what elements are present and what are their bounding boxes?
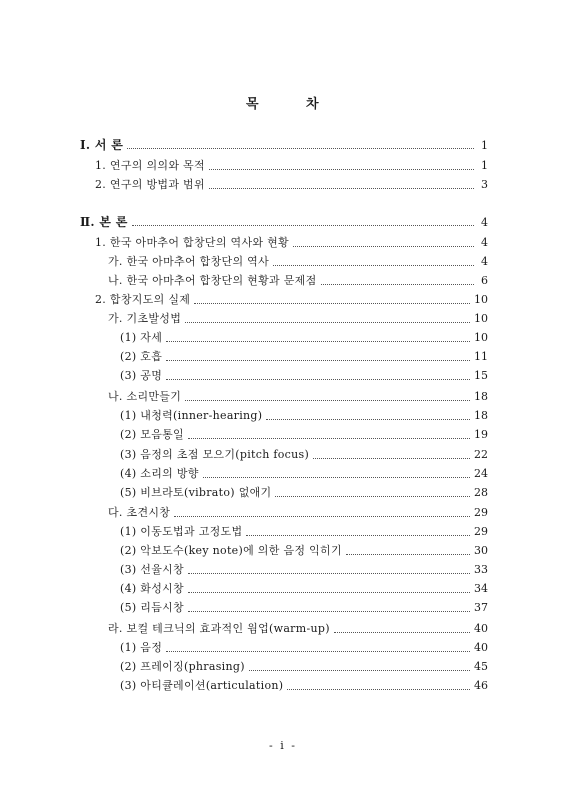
toc-label: (2) 호흡 xyxy=(120,350,163,363)
dot-leader xyxy=(346,554,470,555)
toc-page-number: 18 xyxy=(474,390,488,403)
toc-page-number: 4 xyxy=(481,236,488,249)
toc-page-number: 11 xyxy=(474,350,488,363)
toc-label: (1) 내청력(inner-hearing) xyxy=(120,409,263,422)
toc-entry[interactable] xyxy=(120,658,488,676)
toc-label: (1) 이동도법과 고정도법 xyxy=(120,525,243,538)
toc-page-number: 10 xyxy=(474,293,488,306)
dot-leader xyxy=(127,148,474,149)
toc-page-number: 18 xyxy=(474,409,488,422)
toc-page-number: 34 xyxy=(474,582,488,595)
toc-page-number: 6 xyxy=(481,274,488,287)
dot-leader xyxy=(209,169,474,170)
toc-entry[interactable] xyxy=(120,407,488,425)
dot-leader xyxy=(188,611,470,612)
dot-leader xyxy=(132,225,474,226)
toc-entry[interactable] xyxy=(108,272,488,290)
dot-leader xyxy=(174,516,470,517)
toc-page-number: 1 xyxy=(481,159,488,172)
toc-label: 가. 한국 아마추어 합창단의 역사 xyxy=(108,255,270,268)
toc-label: (5) 리듬시창 xyxy=(120,601,184,614)
toc-page-number: 29 xyxy=(474,525,488,538)
toc-label: 2. 연구의 방법과 범위 xyxy=(95,178,205,191)
toc-page-number: 4 xyxy=(481,216,488,229)
toc-entry[interactable] xyxy=(120,639,488,657)
toc-label: (3) 아티큘레이션(articulation) xyxy=(120,679,284,692)
toc-label: 다. 초견시창 xyxy=(108,506,171,519)
toc-page-number: 19 xyxy=(474,428,488,441)
dot-leader xyxy=(194,303,470,304)
toc-page-number: 30 xyxy=(474,544,488,557)
toc-label: 1. 한국 아마추어 합창단의 역사와 현황 xyxy=(95,236,289,249)
dot-leader xyxy=(273,265,474,266)
toc-entry[interactable] xyxy=(108,253,488,271)
toc-page-number: 15 xyxy=(474,369,488,382)
dot-leader xyxy=(166,651,470,652)
toc-entry[interactable] xyxy=(120,348,488,366)
toc-entry[interactable] xyxy=(120,446,488,464)
toc-entry[interactable] xyxy=(120,542,488,560)
page-footer: - i - xyxy=(269,739,297,752)
toc-entry[interactable] xyxy=(108,388,488,406)
toc-label: (1) 음정 xyxy=(120,641,163,654)
toc-entry[interactable] xyxy=(120,580,488,598)
toc-entry[interactable] xyxy=(95,176,488,194)
toc-label: 가. 기초발성법 xyxy=(108,312,182,325)
dot-leader xyxy=(185,322,470,323)
toc-page-number: 10 xyxy=(474,312,488,325)
toc-page-number: 4 xyxy=(481,255,488,268)
dot-leader xyxy=(287,689,470,690)
toc-page-number: 29 xyxy=(474,506,488,519)
toc-label: (5) 비브라토(vibrato) 없애기 xyxy=(120,486,272,499)
toc-page-number: 10 xyxy=(474,331,488,344)
toc-entry[interactable] xyxy=(120,426,488,444)
toc-label: (3) 음정의 초점 모으기(pitch focus) xyxy=(120,448,310,461)
toc-entry[interactable] xyxy=(120,465,488,483)
toc-label: 나. 한국 아마추어 합창단의 현황과 문제점 xyxy=(108,274,317,287)
toc-page-number: 45 xyxy=(474,660,488,673)
dot-leader xyxy=(188,438,470,439)
dot-leader xyxy=(188,573,470,574)
dot-leader xyxy=(166,379,470,380)
toc-label: Ⅰ. 서 론 xyxy=(80,138,124,152)
toc-entry[interactable] xyxy=(108,310,488,328)
toc-entry[interactable] xyxy=(120,599,488,617)
dot-leader xyxy=(266,419,470,420)
toc-label: (2) 모음통일 xyxy=(120,428,184,441)
toc-page-number: 46 xyxy=(474,679,488,692)
toc-entry[interactable] xyxy=(120,484,488,502)
toc-label: Ⅱ. 본 론 xyxy=(80,215,128,229)
dot-leader xyxy=(275,496,470,497)
toc-page-number: 1 xyxy=(481,139,488,152)
toc-label: (2) 프레이징(phrasing) xyxy=(120,660,245,673)
toc-page-number: 37 xyxy=(474,601,488,614)
toc-entry[interactable] xyxy=(120,523,488,541)
toc-label: (3) 선율시창 xyxy=(120,563,184,576)
dot-leader xyxy=(203,477,470,478)
toc-label: (3) 공명 xyxy=(120,369,163,382)
toc-page-number: 40 xyxy=(474,622,488,635)
toc-label: (4) 소리의 방향 xyxy=(120,467,199,480)
toc-entry[interactable] xyxy=(120,561,488,579)
toc-entry[interactable] xyxy=(108,504,488,522)
toc-page-number: 3 xyxy=(481,178,488,191)
toc-label: 나. 소리만들기 xyxy=(108,390,182,403)
dot-leader xyxy=(166,341,470,342)
toc-entry[interactable] xyxy=(108,620,488,638)
dot-leader xyxy=(185,400,470,401)
toc-page-number: 24 xyxy=(474,467,488,480)
dot-leader xyxy=(293,246,474,247)
toc-entry[interactable] xyxy=(95,234,488,252)
dot-leader xyxy=(166,360,470,361)
toc-page-number: 40 xyxy=(474,641,488,654)
toc-label: (4) 화성시창 xyxy=(120,582,184,595)
toc-label: 1. 연구의 의의와 목적 xyxy=(95,159,205,172)
dot-leader xyxy=(249,670,470,671)
dot-leader xyxy=(246,535,470,536)
toc-page-number: 33 xyxy=(474,563,488,576)
toc-page-number: 22 xyxy=(474,448,488,461)
toc-entry-chapter-1[interactable] xyxy=(80,136,488,154)
toc-label: (1) 자세 xyxy=(120,331,163,344)
dot-leader xyxy=(209,188,474,189)
dot-leader xyxy=(334,632,470,633)
toc-page-number: 28 xyxy=(474,486,488,499)
dot-leader xyxy=(321,284,474,285)
toc-entry[interactable] xyxy=(120,329,488,347)
toc-label: 라. 보컬 테크닉의 효과적인 웜업(warm-up) xyxy=(108,622,330,635)
toc-entry[interactable] xyxy=(120,367,488,385)
dot-leader xyxy=(188,592,470,593)
toc-entry[interactable] xyxy=(120,677,488,695)
toc-entry[interactable] xyxy=(95,291,488,309)
toc-entry[interactable] xyxy=(95,157,488,175)
toc-label: (2) 악보도수(key note)에 의한 음정 익히기 xyxy=(120,544,342,557)
toc-entry-chapter-2[interactable] xyxy=(80,213,488,231)
title-right-char: 차 xyxy=(306,97,319,112)
dot-leader xyxy=(313,458,470,459)
toc-label: 2. 합창지도의 실제 xyxy=(95,293,191,306)
title-left-char: 목 xyxy=(246,97,259,112)
